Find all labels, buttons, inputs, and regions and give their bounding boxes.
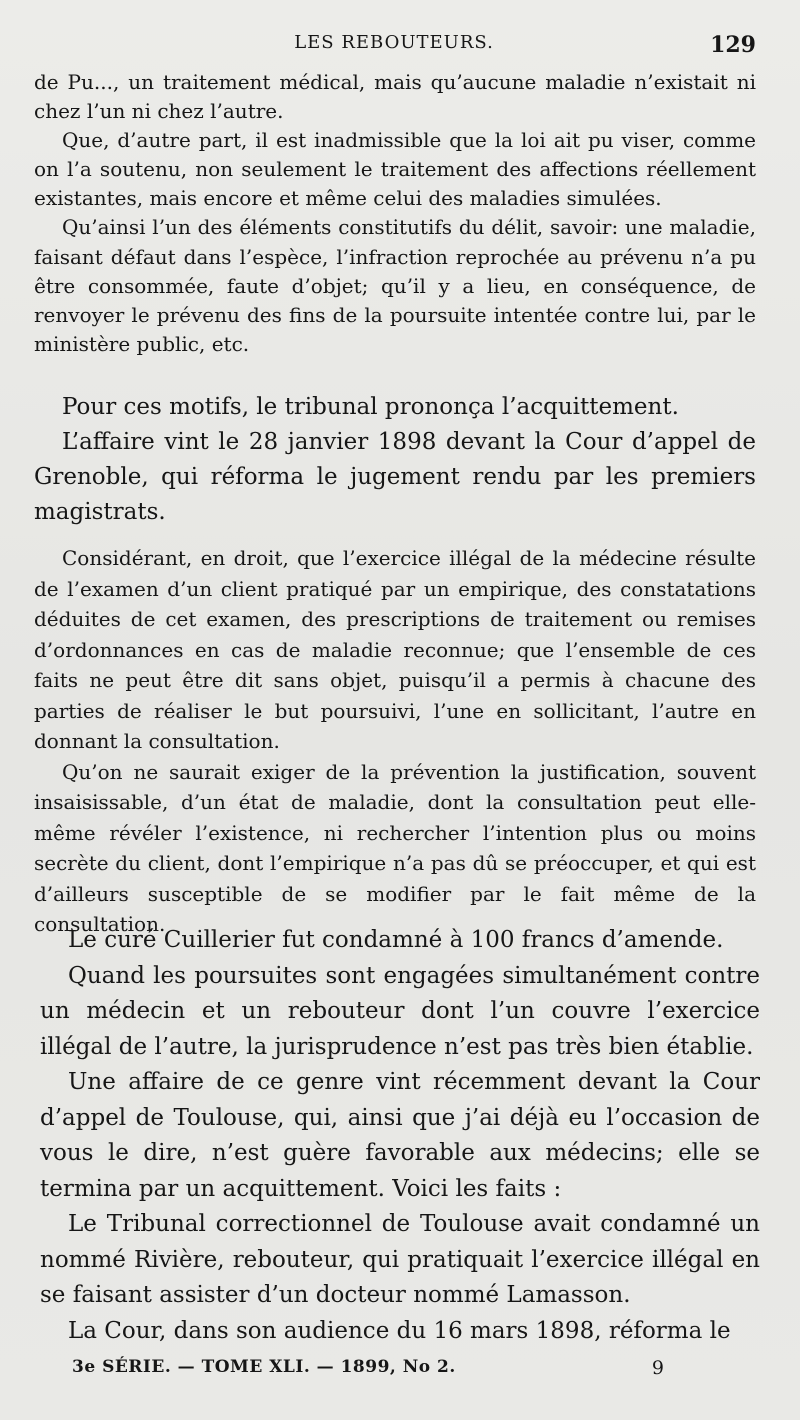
paragraph: L’affaire vint le 28 janvier 1898 devant la Cour d’appel de Grenoble, qui réforma le jugement rendu par les premiers magistrats. — [34, 429, 756, 525]
paragraph: Le curé Cuillerier fut condamné à 100 francs d’amende. — [68, 927, 724, 953]
paragraph: Qu’on ne saurait exiger de la prévention la justification, souvent insaisissable, d’un état de maladie, dont la consultation peut elle-même révéler l’existence, ni rechercher l’intention plus ou moins secrète du client, dont l’empirique n’a pas dû se préoccuper, et qui est d’ailleurs susceptible de se modifier par le fait même de la consultation. — [34, 759, 756, 936]
paragraph: Le Tribunal correctionnel de Toulouse avait condamné un nommé Rivière, rebouteur, qui pratiquait l’exercice illégal en se faisant assister d’un docteur nommé Lamasson. — [40, 1211, 760, 1308]
paragraph: Pour ces motifs, le tribunal prononça l’acquittement. — [62, 394, 679, 420]
paragraph: Qu’ainsi l’un des éléments constitutifs du délit, savoir: une maladie, faisant défaut dans l’espèce, l’infraction reprochée au prévenu n’a pu être consommée, faute d’objet; qu’il y a lieu, en conséquence, de renvoyer le prévenu des fins de la poursuite intentée contre lui, par le ministère public, etc. — [34, 215, 756, 356]
paragraph: Une affaire de ce genre vint récemment devant la Cour d’appel de Toulouse, qui, ainsi que j’ai déjà eu l’occasion de vous le dire, n’est guère favorable aux médecins; elle se termina par un acquittement. Voici les faits : — [40, 1069, 760, 1202]
sheet-number: 9 — [651, 1357, 664, 1379]
paragraph: Que, d’autre part, il est inadmissible que la loi ait pu viser, comme on l’a soutenu, non seulement le traitement des affections réellement existantes, mais encore et même celui des maladies simulées. — [34, 128, 756, 211]
page-footer — [72, 1357, 664, 1383]
series-signature: 3e SÉRIE. — TOME XLI. — 1899, No 2. — [72, 1357, 456, 1377]
text-block-small — [34, 68, 756, 359]
text-block-narrative-2 — [40, 923, 760, 1349]
paragraph: Considérant, en droit, que l’exercice illégal de la médecine résulte de l’examen d’un client pratiqué par un empirique, des constatations déduites de cet examen, des prescriptions de traitement ou remises d’ordonnances en cas de maladie reconnue; que l’ensemble de ces faits ne peut être dit sans objet, puisqu’il a permis à chacune des parties de réaliser le but poursuivi, l’une en sollicitant, l’autre en donnant la consultation. — [34, 546, 756, 753]
running-head — [32, 32, 756, 62]
text-block-narrative-1 — [34, 390, 756, 530]
paragraph: Quand les poursuites sont engagées simultanément contre un médecin et un rebouteur dont l’un couvre l’exercice illégal de l’autre, la jurisprudence n’est pas très bien établie. — [40, 962, 760, 1060]
running-title: LES REBOUTEURS. — [294, 32, 494, 53]
text-block-judgment — [34, 543, 756, 940]
page-number: 129 — [710, 32, 756, 58]
paragraph: de Pu..., un traitement médical, mais qu’aucune maladie n’existait ni chez l’un ni chez l’autre. — [34, 70, 756, 124]
paragraph: La Cour, dans son audience du 16 mars 1898, réforma le — [68, 1317, 731, 1344]
